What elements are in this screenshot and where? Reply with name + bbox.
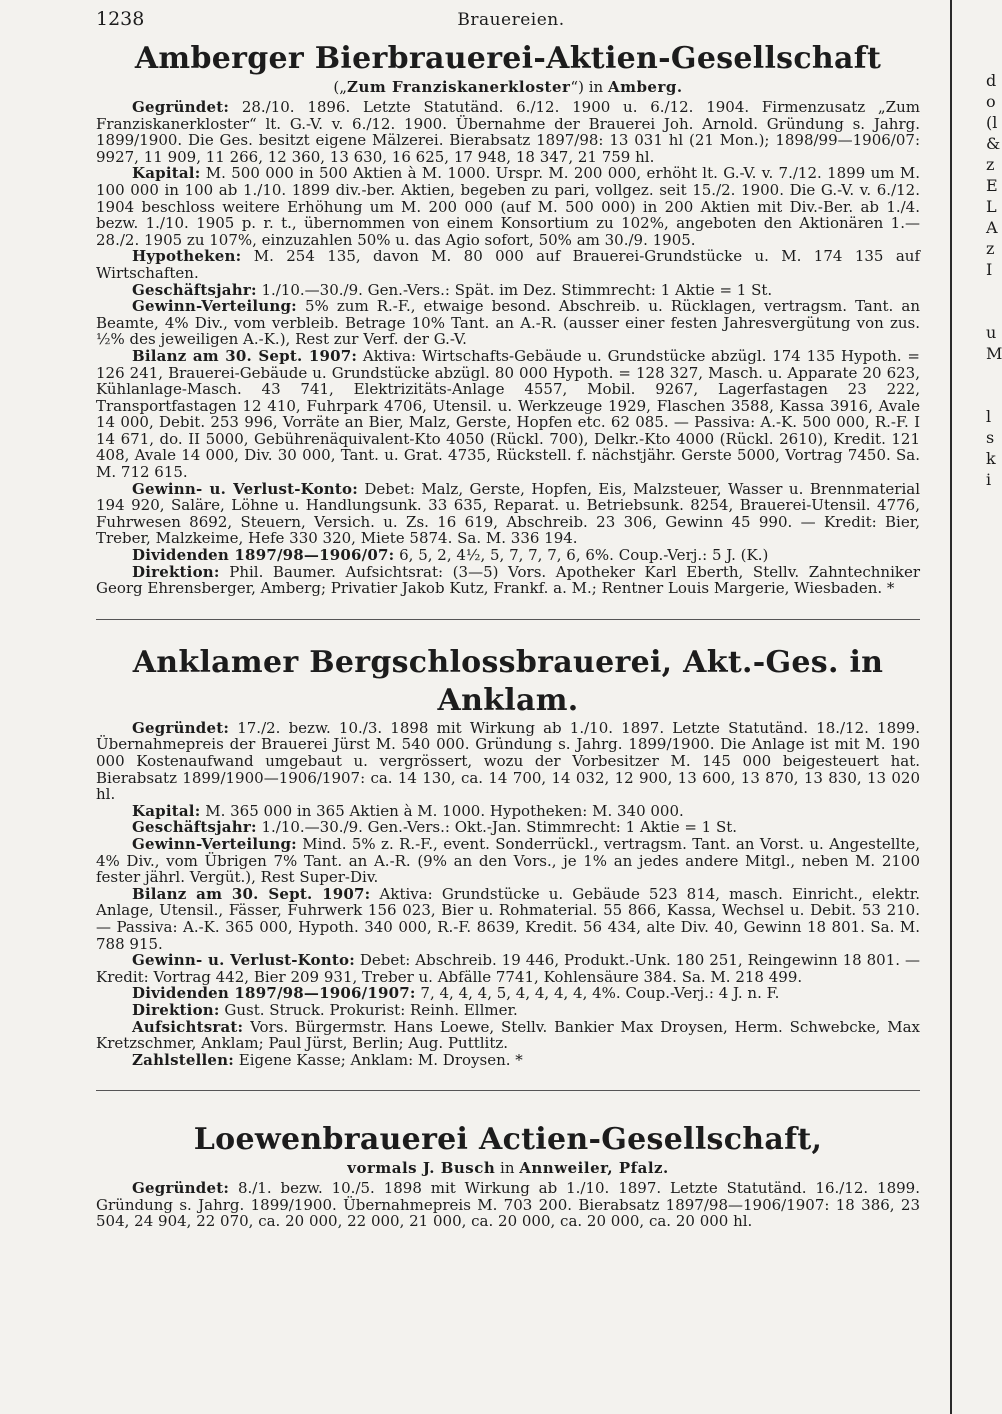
- entry-paragraph: [96, 819, 920, 836]
- paragraph-label: Bilanz am 30. Sept. 1907:: [132, 346, 358, 365]
- company-entry: [96, 644, 920, 1068]
- entry-subtitle: [96, 78, 920, 97]
- paragraph-text: Aktiva: Grundstücke u. Gebäude 523 814, masch. Einricht., elektr. Anlage, Utensil., Fässer, Fuhrwerk 156 023, Bier u. Rohmaterial. 55 866, Kassa, Wechsel u. Debit. 53 210. — Passiva: A.-K. 365 000, Hypoth. 340 000, R.-F. 8639, Kredit. 56 434, alte Div. 40, Gewinn 18 801. Sa. M. 788 915.: [96, 884, 921, 953]
- paragraph-label: Kapital:: [132, 801, 201, 820]
- paragraph-text: 1./10.—30./9. Gen.-Vers.: Okt.-Jan. Stimmrecht: 1 Aktie = 1 St.: [256, 818, 738, 837]
- margin-fragment: M: [986, 344, 1002, 363]
- entry-divider: [96, 1090, 920, 1091]
- paragraph-label: Direktion:: [132, 562, 220, 581]
- entry-paragraph: [96, 298, 920, 348]
- margin-fragment: u: [986, 323, 997, 342]
- entry-subtitle: [96, 1159, 920, 1178]
- margin-fragment: [986, 637, 1000, 658]
- paragraph-text: M. 500 000 in 500 Aktien à M. 1000. Urspr. M. 200 000, erhöht lt. G.-V. v. 7./12. 1899 um M. 100 000 in 100 ab 1./10. 1899 div.-ber. Aktien, begeben zu pari, vollgez. seit 15./2. 1900. Die G.-V. v. 6./12. 1904 beschloss weitere Erhöhung um M. 200 000 (auf M. 500 000) in 200 Aktien mit Div.-Ber. ab 1./4. bezw. 1./10. 1905 p. r. t., übernommen von einem Konsortium zu 102%, angeboten den Aktionären 1.—28./2. 1905 zu 107%, einzuzahlen 50% u. das Agio sofort, 50% am 30./9. 1905.: [96, 164, 920, 249]
- entry-paragraph: [96, 1180, 920, 1230]
- paragraph-label: Gegründet:: [132, 98, 230, 116]
- company-entry: [96, 40, 920, 597]
- paragraph-label: Aufsichtsrat:: [132, 1017, 244, 1036]
- margin-fragment: [986, 658, 1000, 679]
- paragraph-text: M. 365 000 in 365 Aktien à M. 1000. Hypotheken: M. 340 000.: [200, 801, 684, 820]
- paragraph-text: Debet: Abschreib. 19 446, Produkt.-Unk. 180 251, Reingewinn 18 801. — Kredit: Vortrag 442, Bier 209 931, Treber u. Abfälle 7741, Kohlensäure 384. Sa. M. 218 499.: [96, 951, 920, 986]
- margin-fragment: E: [986, 176, 998, 195]
- entry-title: Loewenbrauerei Actien-Gesellschaft,: [193, 1122, 823, 1158]
- paragraph-label: Gewinn-Verteilung:: [132, 297, 297, 316]
- paragraph-label: Geschäftsjahr:: [132, 818, 257, 837]
- margin-fragment: [986, 595, 1000, 616]
- subtitle-mid: in: [495, 1159, 520, 1178]
- margin-fragment: &: [986, 134, 1001, 153]
- paragraph-text: Mind. 5% z. R.-F., event. Sonderrückl., vertragsm. Tant. an Vorst. u. Angestellte, 4% Div., vom Übrigen 7% Tant. an A.-R. (9% an den Vors., je 1% an jedes andere Mitgl., neben M. 2100 fester jährl. Vergüt.), Rest Super-Div.: [96, 834, 920, 887]
- margin-fragment: d: [986, 71, 997, 90]
- entry-paragraph: [96, 481, 920, 547]
- entry-paragraph: [96, 348, 920, 481]
- paragraph-label: Dividenden 1897/98—1906/1907:: [132, 984, 416, 1003]
- entry-paragraph: [96, 803, 920, 820]
- margin-fragment: [986, 280, 1000, 301]
- paragraph-text: 8./1. bezw. 10./5. 1898 mit Wirkung ab 1./10. 1897. Letzte Statutänd. 16./12. 1899. Gründung s. Jahrg. 1899/1900. Übernahmepreis M. 703 200. Bierabsatz 1897/98—1906/1907: 18 386, 23 504, 24 904, 22 070, ca. 20 000, 22 000, 21 000, ca. 20 000, ca. 20 000, ca. 20 000 hl.: [96, 1179, 920, 1231]
- margin-fragment: z: [986, 155, 995, 174]
- margin-fragment: [986, 364, 1000, 385]
- margin-fragment: i: [986, 470, 992, 489]
- paragraph-label: Gewinn-Verteilung:: [132, 834, 297, 853]
- running-head: Brauereien.: [457, 10, 565, 30]
- entry-paragraph: [96, 165, 920, 248]
- paragraph-label: Hypotheken:: [132, 247, 242, 266]
- margin-fragment: [986, 679, 1000, 700]
- subtitle-place: Annweiler, Pfalz.: [519, 1159, 669, 1178]
- entry-paragraph: [96, 564, 920, 597]
- paragraph-text: 17./2. bezw. 10./3. 1898 mit Wirkung ab 1./10. 1897. Letzte Statutänd. 18./12. 1899. Übernahmepreis der Brauerei Jürst M. 540 000. Gründung s. Jahrg. 1899/1900. Die Anlage ist mit M. 190 000 Kostenaufwand umgebaut u. vergrössert, wozu der Vorbesitzer M. 145 000 beigesteuert hat. Bierabsatz 1899/1900—1906/1907: ca. 14 130, ca. 14 700, 14 032, 12 900, 13 600, 13 870, 13 830, 13 020 hl.: [96, 718, 920, 804]
- margin-fragment: L: [986, 197, 997, 216]
- entry-paragraph: [96, 1019, 920, 1052]
- margin-fragment: [986, 616, 1000, 637]
- subtitle-pre: („: [333, 78, 348, 96]
- margin-fragment: [986, 574, 1000, 595]
- paragraph-label: Kapital:: [132, 164, 201, 183]
- paragraph-text: 7, 4, 4, 4, 5, 4, 4, 4, 4, 4%. Coup.-Verj.: 4 J. n. F.: [415, 984, 780, 1003]
- paragraph-text: Debet: Malz, Gerste, Hopfen, Eis, Malzsteuer, Wasser u. Brennmaterial 194 920, Saläre, Löhne u. Handlungsunk. 33 635, Reparat. u. Betriebsunk. 8254, Brauerei-Utensil. 4776, Fuhrwesen 8692, Steuern, Versich. u. Zs. 16 619, Abschreib. 23 306, Gewinn 45 990. — Kredit: Bier, Treber, Malzkeime, Hefe 330 320, Miete 5874. Sa. M. 336 194.: [96, 479, 920, 548]
- paragraph-label: Dividenden 1897/98—1906/07:: [132, 546, 395, 565]
- margin-fragment: [986, 385, 1000, 406]
- paragraph-text: Aktiva: Wirtschafts-Gebäude u. Grundstücke abzügl. 174 135 Hypoth. = 126 241, Brauerei-Gebäude u. Grundstücke abzügl. 80 000 Hypoth. = 128 327, Masch. u. Apparate 20 623, Kühlanlage-Masch. 43 741, Elektrizitäts-Anlage 4557, Mobil. 9267, Lagerfastagen 23 222, Transportfastagen 12 410, Fuhrpark 4706, Utensil. u. Werkzeuge 1929, Flaschen 3588, Kassa 3916, Avale 14 000, Debit. 253 996, Vorräte an Bier, Malz, Gerste, Hopfen etc. 62 085. — Passiva: A.-K. 500 000, R.-F. I 14 671, do. II 5000, Gebührenäquivalent-Kto 4050 (Rückl. 700), Delkr.-Kto 4000 (Rückl. 2610), Kredit. 121 408, Avale 14 000, Div. 30 000, Tant. u. Grat. 4735, Rückstell. f. nächstjähr. Gerste 5000, Vortrag 7450. Sa. M. 712 615.: [96, 346, 920, 482]
- page-number: 1238: [96, 8, 145, 30]
- margin-fragment: I: [986, 260, 993, 279]
- margin-fragment: (l: [986, 113, 998, 132]
- entry-paragraph: [96, 886, 920, 952]
- paragraph-label: Geschäftsjahr:: [132, 280, 257, 299]
- paragraph-text: Phil. Baumer. Aufsichtsrat: (3—5) Vors. Apotheker Karl Eberth, Stellv. Zahntechniker Georg Ehrensberger, Amberg; Privatier Jakob Kutz, Frankf. a. M.; Rentner Louis Margerie, Wiesbaden. *: [96, 562, 920, 598]
- margin-fragment: l: [986, 407, 992, 426]
- subtitle-mid: “) in: [570, 78, 608, 96]
- paragraph-text: Vors. Bürgermstr. Hans Loewe, Stellv. Bankier Max Droysen, Herm. Schwebcke, Max Kretzschmer, Anklam; Paul Jürst, Berlin; Aug. Puttlitz.: [96, 1017, 920, 1053]
- company-entry: [96, 1121, 920, 1230]
- margin-fragment: k: [986, 449, 996, 468]
- column-rule: [950, 0, 952, 1414]
- margin-fragment: [986, 700, 1000, 721]
- entry-divider: [96, 619, 920, 620]
- paragraph-label: Gegründet:: [132, 718, 230, 737]
- paragraph-text: 28./10. 1896. Letzte Statutänd. 6./12. 1900 u. 6./12. 1904. Firmenzusatz „Zum Franziskanerkloster“ lt. G.-V. v. 6./12. 1900. Übernahme der Brauerei Joh. Arnold. Gründung s. Jahrg. 1899/1900. Die Ges. besitzt eigene Mälzerei. Bierabsatz 1897/98: 13 031 hl (21 Mon.); 1898/99—1906/07: 9927, 11 909, 11 266, 12 360, 13 630, 16 625, 17 948, 18 347, 21 759 hl.: [96, 98, 920, 166]
- entry-paragraph: [96, 985, 920, 1002]
- paragraph-label: Gewinn- u. Verlust-Konto:: [132, 951, 355, 970]
- entry-paragraph: [96, 720, 920, 803]
- paragraph-label: Gegründet:: [132, 1179, 230, 1198]
- page-header: [96, 8, 926, 34]
- entries-column: [96, 40, 920, 1230]
- adjacent-column-fragments: [986, 70, 1000, 721]
- entry-paragraph: [96, 1002, 920, 1019]
- subtitle-name: vormals J. Busch: [347, 1159, 496, 1178]
- paragraph-text: 6, 5, 2, 4½, 5, 7, 7, 7, 6, 6%. Coup.-Verj.: 5 J. (K.): [394, 546, 769, 565]
- entry-title: Amberger Bierbrauerei-Aktien-Gesellschaft: [134, 41, 882, 76]
- margin-fragment: [986, 490, 1000, 511]
- entry-paragraph: [96, 1052, 920, 1069]
- margin-fragment: [986, 301, 1000, 322]
- paragraph-label: Zahlstellen:: [132, 1050, 234, 1069]
- paragraph-text: 5% zum R.-F., etwaige besond. Abschreib. u. Rücklagen, vertragsm. Tant. an Beamte, 4% Div., vom verbleib. Betrage 10% Tant. an A.-R. (ausser einer festen Jahresvergütung von zus. ½% des jeweiligen A.-K.), Rest zur Verf. der G.-V.: [96, 297, 920, 349]
- entry-paragraph: [96, 952, 920, 985]
- paragraph-text: 1./10.—30./9. Gen.-Vers.: Spät. im Dez. Stimmrecht: 1 Aktie = 1 St.: [256, 280, 773, 299]
- margin-fragment: s: [986, 428, 995, 447]
- margin-fragment: A: [986, 218, 998, 237]
- entry-paragraph: [96, 248, 920, 281]
- margin-fragment: [986, 532, 1000, 553]
- paragraph-text: M. 254 135, davon M. 80 000 auf Brauerei-Grundstücke u. M. 174 135 auf Wirtschaften.: [96, 247, 920, 282]
- margin-fragment: [986, 553, 1000, 574]
- entry-paragraph: [96, 99, 920, 165]
- margin-fragment: z: [986, 239, 995, 258]
- margin-fragment: o: [986, 92, 996, 111]
- paragraph-text: Gust. Struck. Prokurist: Reinh. Ellmer.: [219, 1000, 518, 1019]
- margin-fragment: [986, 511, 1000, 532]
- entry-paragraph: [96, 836, 920, 886]
- entry-paragraph: [96, 547, 920, 564]
- paragraph-label: Direktion:: [132, 1000, 220, 1019]
- paragraph-text: Eigene Kasse; Anklam: M. Droysen. *: [233, 1050, 523, 1069]
- entry-paragraph: [96, 282, 920, 299]
- subtitle-name: Zum Franziskanerkloster: [347, 78, 571, 96]
- subtitle-place: Amberg.: [607, 78, 683, 96]
- paragraph-label: Gewinn- u. Verlust-Konto:: [132, 479, 358, 498]
- entry-title: Anklamer Bergschlossbrauerei, Akt.-Ges. in Anklam.: [132, 644, 884, 718]
- paragraph-label: Bilanz am 30. Sept. 1907:: [132, 884, 371, 903]
